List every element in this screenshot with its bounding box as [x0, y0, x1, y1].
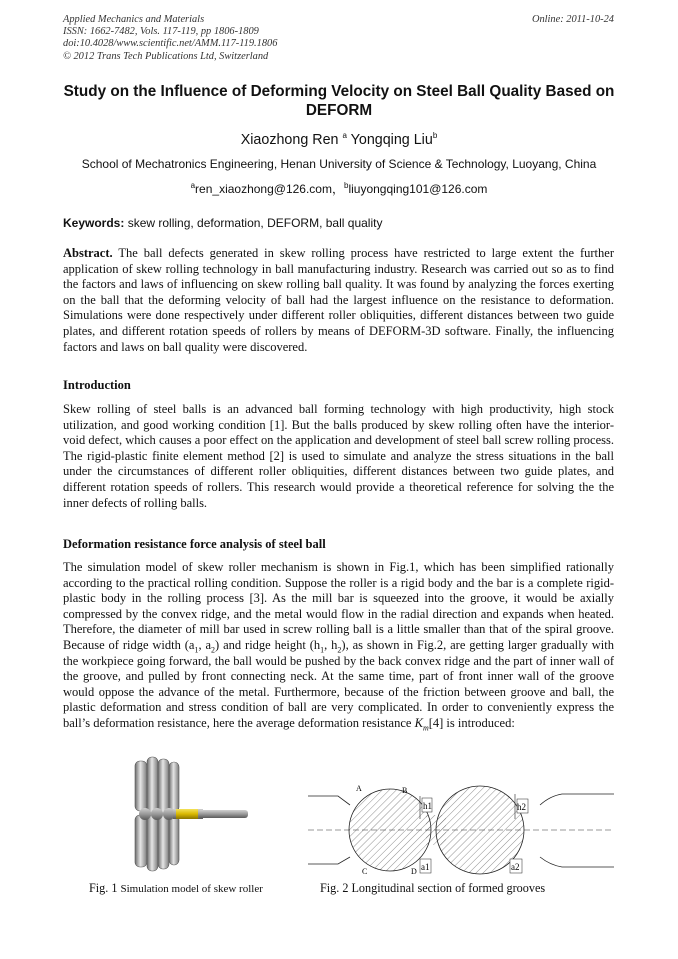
s2-t4: , h	[324, 637, 338, 652]
label-D: D	[411, 867, 417, 875]
label-h1: h1	[423, 801, 432, 811]
s2-sub3: 1	[320, 645, 325, 655]
km-sub: m	[422, 723, 429, 733]
doi: doi:10.4028/www.scientific.net/AMM.117-119.1806	[63, 38, 278, 50]
label-a2: a2	[511, 862, 520, 872]
abstract-label: Abstract.	[63, 246, 113, 260]
abstract	[63, 246, 614, 355]
author-1: Xiaozhong Ren	[240, 132, 339, 148]
s2-t6: [4] is introduced:	[428, 715, 515, 730]
label-h2: h2	[517, 802, 526, 812]
keywords-text: skew rolling, deformation, DEFORM, ball quality	[124, 216, 383, 230]
abstract-text: The ball defects generated in skew rolling process have restricted to large extent the further application of skew rolling technology in ball manufacturing industry. Research was carried out so as to find the factors and laws of influencing on skew rolling ball quality. It was found by analyzing the forces exerting on the ball that the deforming velocity of ball had the largest influence on the resistance to deformation. Simulations were done respectively under different roller obliquities, different distances between two guide plates, and different rotation speeds of rollers by means of DEFORM-3D software. Finally, the influencing factors and laws on ball quality were discovered.	[63, 246, 614, 354]
journal-name: Applied Mechanics and Materials	[63, 14, 205, 25]
figure-2-caption: Fig. 2 Longitudinal section of formed grooves	[320, 881, 546, 895]
figure-1-image	[131, 755, 256, 874]
intro-text: Skew rolling of steel balls is an advanced ball forming technology with high productivity, high stock utilization, and good working condition [1]. But the balls produced by skew rolling often have the interior-void defect, which causes a poor effect on the application and development of steel ball screw rolling process. The rigid-plastic finite element method [2] is used to simulate and analyze the stress situations in the ball under the circumstances of different roller obliquities, different distances between two guide plates, and different rotation speeds of rollers. This research would provide a theoretical reference for solving the the inner defects of rolling balls.	[63, 402, 614, 510]
s2-sub1: 1	[194, 645, 199, 655]
keywords	[63, 216, 614, 230]
s2-t2: , a	[198, 637, 212, 652]
label-A: A	[356, 784, 362, 793]
emails	[0, 180, 678, 197]
authors	[0, 132, 678, 148]
label-C: C	[362, 867, 368, 875]
author-2-sup: b	[432, 131, 438, 141]
intro-heading: Introduction	[63, 378, 131, 392]
figure-1-caption	[89, 881, 263, 896]
bar-yellow	[176, 809, 198, 819]
email-a: ren_xiaozhong@126.com	[195, 182, 332, 196]
skew-roller-model	[131, 755, 256, 874]
s2-t1: The simulation model of skew roller mechanism is shown in Fig.1, which has been simplified rationally according to the practical rolling condition. Suppose the roller is a rigid body and the bar is a complete rigid-plastic body in the rolling process [3]. As the mill bar is squeezed into the groove, it would be axially compressed by the convex ridge, and the metal would flow in the radial direction and expands when heated. Therefore, the diameter of mill bar used in screw rolling ball is a little smaller than that of the spiral groove. Because of ridge width (a	[63, 560, 614, 652]
label-B: B	[402, 786, 408, 795]
groove-section	[308, 779, 614, 875]
s2-sub4: 2	[337, 645, 342, 655]
issn: ISSN: 1662-7482, Vols. 117-119, pp 1806-1809	[63, 26, 259, 38]
online-date: Online: 2011-10-24	[531, 14, 614, 25]
s2-t3: ) and ridge height (h	[215, 637, 321, 652]
km-symbol: K	[414, 715, 423, 730]
email-b: liuyongqing101@126.com	[348, 182, 488, 196]
section2-heading: Deformation resistance force analysis of steel ball	[63, 537, 326, 551]
ball-chain	[139, 808, 175, 820]
email-sep: ，	[331, 182, 344, 196]
affiliation: School of Mechatronics Engineering, Henan University of Science & Technology, Luoyang, China	[81, 157, 597, 171]
author-1-sup: a	[342, 131, 347, 141]
fig1-cap-label: Fig. 1	[89, 881, 121, 895]
label-a1: a1	[421, 862, 430, 872]
s2-sub2: 2	[211, 645, 216, 655]
roller-bottom	[135, 815, 179, 871]
keywords-label: Keywords:	[63, 216, 125, 230]
fig1-cap-text: Simulation model of skew roller	[120, 883, 263, 895]
s2-t5: ), as shown in Fig.2, are getting larger gradually with the workpiece going forward, the ball would be pushed by the back convex ridge and the part of inner wall of the groove, and pulled by front connecting neck. At the same time, part of front inner wall of the groove would oppose the advance of the metal. Furthermore, because of the friction between groove and ball, the plastic deformation and stress condition of ball are very complicated. In order to conveniently express the ball’s deformation resistance, here the average deformation resistance	[63, 637, 614, 730]
copyright: © 2012 Trans Tech Publications Ltd, Switzerland	[63, 50, 269, 62]
author-2: Yongqing Liu	[350, 132, 433, 148]
email-a-sup: a	[190, 181, 196, 190]
roller-top	[135, 757, 179, 813]
bar-tail	[198, 810, 248, 818]
paper-title: Study on the Influence of Deforming Velocity on Steel Ball Quality Based on DEFORM	[63, 83, 615, 119]
section2-text	[63, 560, 614, 732]
email-b-sup: b	[344, 181, 349, 190]
journal-header	[63, 14, 277, 63]
figure-2-diagram	[308, 779, 614, 875]
